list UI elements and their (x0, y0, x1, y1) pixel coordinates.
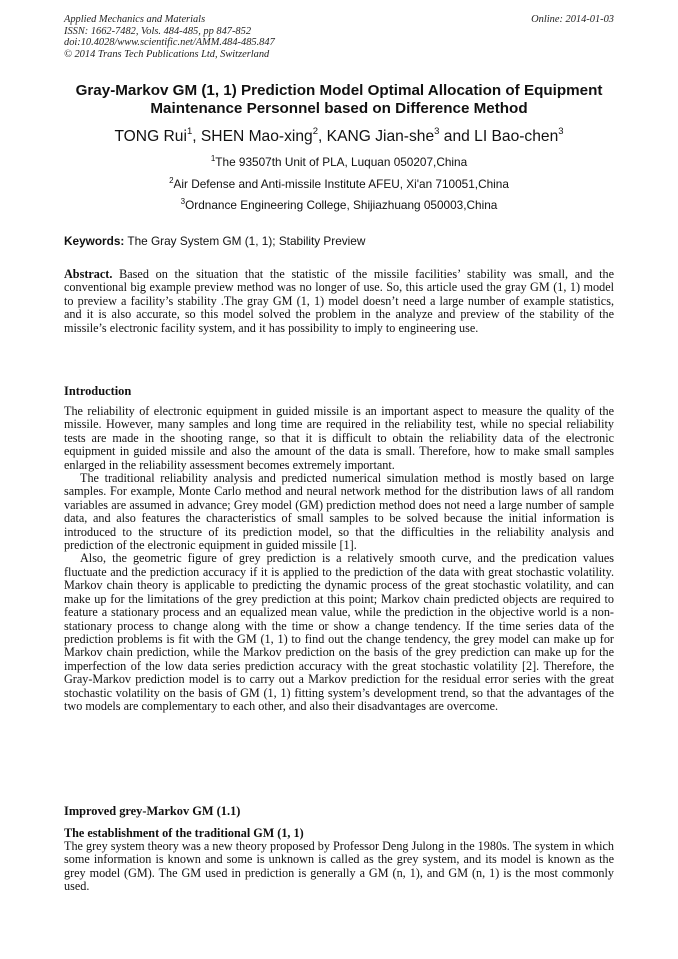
author-1: TONG Rui (114, 128, 187, 145)
author-conjunction: and (443, 128, 470, 145)
author-3-affil: 3 (434, 126, 440, 137)
author-3: KANG Jian-she (326, 128, 435, 145)
section-2-subheading: The establishment of the traditional GM (1, 1) (64, 826, 304, 840)
intro-paragraph-3: Also, the geometric figure of grey prediction is a relatively smooth curve, and the predication values fluctuate and the prediction accuracy if it is applied to the prediction of the data with great stochastic volatility. Markov chain theory is applicable to predicting the dynamic process of the great stochastic volatility, and can make up for the limitations of the grey prediction at this point; Markov chain predicted objects are required to feature a stationary process and an equalized mean value, while the prediction in the objective world is a non-stationary process to change along with the time or show a change tendency. If the time series data of the prediction problems is fit with the GM (1, 1) to find out the change tendency, the grey model can make up for Markov chain prediction, while the Markov prediction on the basis of the grey prediction can make up for the imperfection of the low data series prediction accuracy with the great stochastic volatility [2]. Therefore, the Gray-Markov prediction model is to carry out a Markov prediction for the residual error series with the great stochastic volatility on the basis of GM (1, 1) fitting system’s development trend, so that the advantages of the two models are complementary to each other, and also their disadvantages are overcome. (64, 551, 614, 713)
affiliation-1 (40, 155, 638, 169)
section-2-paragraph-1: The grey system theory was a new theory proposed by Professor Deng Julong in the 1980s. The system in which some information is known and some is unknown is called as the grey system, and its model is known as the grey model (GM). The GM used in prediction is generally a GM (n, 1), and GM (n, 1) is the most commonly used. (64, 839, 614, 894)
journal-name: Applied Mechanics and Materials (64, 14, 206, 25)
section-2-heading: Improved grey-Markov GM (1.1) (64, 804, 241, 818)
keywords (64, 234, 614, 248)
author-1-affil: 1 (186, 126, 193, 137)
author-2-affil: 2 (312, 126, 318, 137)
keywords-text: The Gray System GM (1, 1); Stability Preview (127, 234, 366, 248)
intro-paragraph-2: The traditional reliability analysis and predicted numerical simulation method is mostly based on large samples. For example, Monte Carlo method and neural network method for the distribution laws of all random variables are assumed in advance; Grey model (GM) prediction method does not need a large number of sample data, and also features the characteristics of small samples to be solved because the initial information is introduced to the structure of its prediction model, so that the difficulties in the reliability analysis and prediction of the electronic equipment in guided missile [1]. (64, 471, 614, 553)
affiliation-1-text: The 93507th Unit of PLA, Luquan 050207,China (215, 155, 468, 169)
issn-line: ISSN: 1662-7482, Vols. 484-485, pp 847-852 (64, 25, 252, 37)
abstract (64, 268, 614, 335)
section-2-body (64, 840, 614, 894)
affiliation-2 (40, 177, 638, 191)
abstract-text: Based on the situation that the statistic of the missile facilities’ stability was small, and the conventional big example preview method was no longer of use. So, this article used the gray GM (1, 1) model to preview a facility’s stability .The gray GM (1, 1) model doesn’t need a large number of example statistics, and it is also accurate, so this model solved the problem in the analyze and preview of the stability of the missile’s electronic facility system, and it has possibility to imply to engineering use. (64, 267, 614, 335)
author-4-affil: 3 (558, 126, 564, 137)
introduction-body (64, 405, 614, 713)
affiliation-2-text: Air Defense and Anti-missile Institute AFEU, Xi'an 710051,China (173, 177, 509, 191)
doi-line: doi:10.4028/www.scientific.net/AMM.484-485.847 (64, 37, 275, 48)
journal-header (64, 14, 464, 60)
copyright-line: © 2014 Trans Tech Publications Ltd, Switzerland (64, 48, 270, 60)
keywords-label: Keywords: (64, 234, 125, 248)
author-4: LI Bao-chen (474, 128, 559, 145)
paper-title (40, 82, 638, 118)
abstract-label: Abstract. (64, 267, 113, 281)
affiliation-3-marker: 3 (180, 197, 186, 206)
affiliation-3-text: Ordnance Engineering College, Shijiazhuang 050003,China (185, 198, 498, 212)
title-line-2: Maintenance Personnel based on Difference Method (150, 100, 528, 117)
online-date: Online: 2014-01-03 (531, 14, 614, 25)
author-2: SHEN Mao-xing (200, 128, 313, 145)
author-list: TONG Rui$^1$, SHEN Mao-xing$^2$, KANG Jian-she$^3$ and LI Bao-chen$^3$ (114, 126, 564, 145)
affiliation-3 (40, 198, 638, 212)
affiliation-2-marker: 2 (169, 176, 174, 185)
intro-paragraph-1: The reliability of electronic equipment in guided missile is an important aspect to measure the quality of the missile. However, many samples and long time are required in the reliability test, while no special reliability tests are made in the shooting range, so that it is difficult to obtain the reliability data of the electronic equipment in guided missile and also the amount of the data is small. Therefore, how to make small samples enlarged in the reliability assessment becomes extremely important. (64, 404, 614, 472)
title-line-1: Gray-Markov GM (1, 1) Prediction Model Optimal Allocation of Equipment (75, 82, 603, 99)
introduction-heading: Introduction (64, 384, 132, 398)
affiliation-1-marker: 1 (210, 154, 216, 163)
